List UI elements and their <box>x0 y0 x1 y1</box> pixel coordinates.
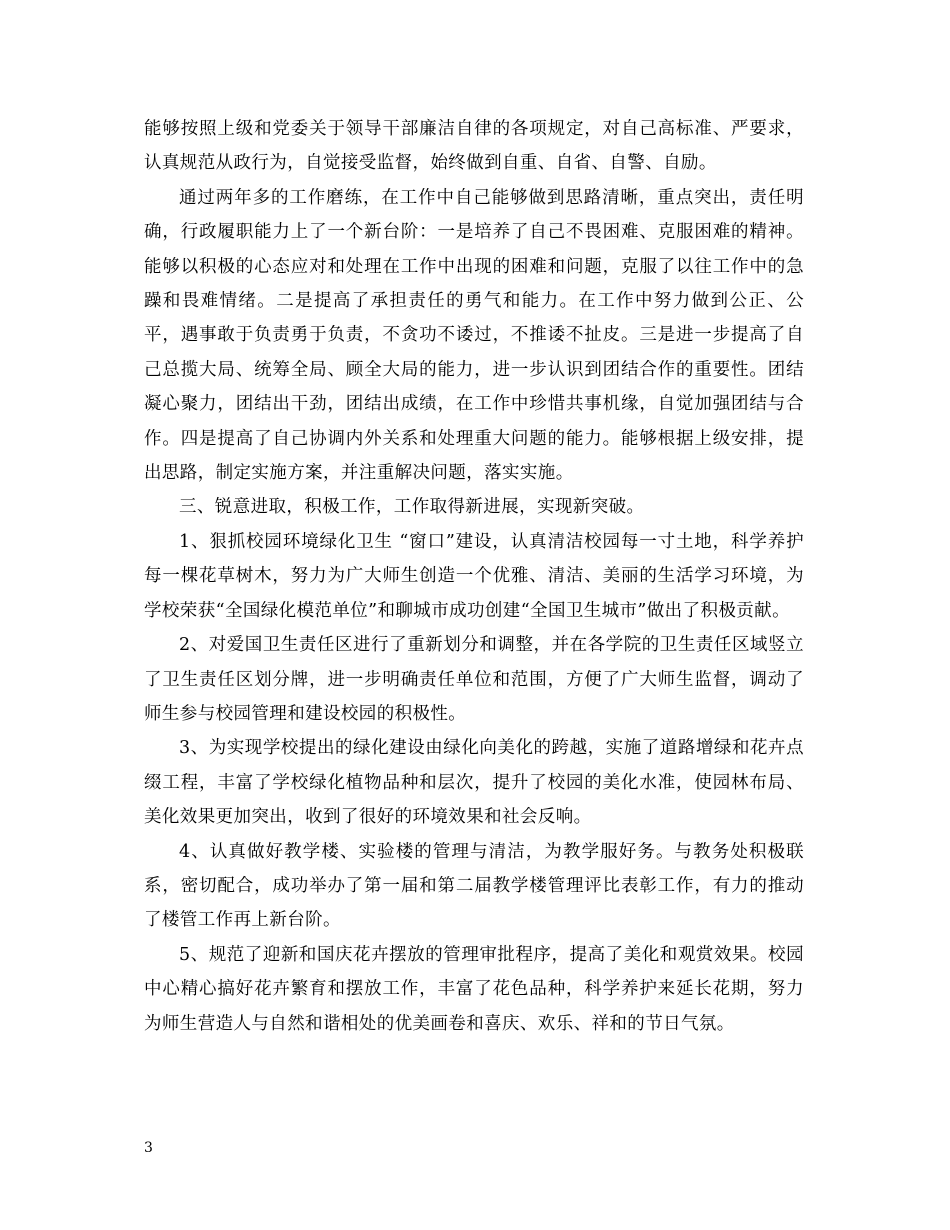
paragraph-item-2: 2、对爱国卫生责任区进行了重新划分和调整，并在各学院的卫生责任区域竖立了卫生责任区划分牌，进一步明确责任单位和范围，方便了广大师生监督，调动了师生参与校园管理和建设校园的积极性。 <box>144 635 804 724</box>
paragraph-item-1: 1、狠抓校园环境绿化卫生 “窗口”建设，认真清洁校园每一寸土地，科学养护每一棵花草树木，努力为广大师生创造一个优雅、清洁、美丽的生活学习环境，为学校荣获“全国绿化模范单位”和聊城市成功创建“全国卫生城市”做出了积极贡献。 <box>144 531 804 621</box>
page-number: 3 <box>144 1140 153 1156</box>
paragraph-item-3: 3、为实现学校提出的绿化建设由绿化向美化的跨越，实施了道路增绿和花卉点缀工程，丰富了学校绿化植物品种和层次，提升了校园的美化水准，使园林布局、美化效果更加突出，收到了很好的环境效果和社会反响。 <box>144 738 804 828</box>
paragraph-item-4: 4、认真做好教学楼、实验楼的管理与清洁，为教学服好务。与教务处积极联系，密切配合，成功举办了第一届和第二届教学楼管理评比表彰工作，有力的推动了楼管工作再上新台阶。 <box>144 841 804 931</box>
document-body <box>144 112 804 1041</box>
paragraph-2: 通过两年多的工作磨练，在工作中自己能够做到思路清晰，重点突出，责任明确，行政履职能力上了一个新台阶：一是培养了自己不畏困难、克服困难的精神。能够以积极的心态应对和处理在工作中出现的困难和问题，克服了以往工作中的急躁和畏难情绪。二是提高了承担责任的勇气和能力。在工作中努力做到公正、公平，遇事敢于负责勇于负责，不贪功不诿过，不推诿不扯皮。三是进一步提高了自己总揽大局、统筹全局、顾全大局的能力，进一步认识到团结合作的重要性。团结凝心聚力，团结出干劲，团结出成绩，在工作中珍惜共事机缘，自觉加强团结与合作。四是提高了自己协调内外关系和处理重大问题的能力。能够根据上级安排，提出思路，制定实施方案，并注重解决问题，落实实施。 <box>144 187 804 484</box>
paragraph-1: 能够按照上级和党委关于领导干部廉洁自律的各项规定，对自己高标准、严要求，认真规范从政行为，自觉接受监督，始终做到自重、自省、自警、自励。 <box>144 119 804 174</box>
section-heading-3: 三、锐意进取，积极工作，工作取得新进展，实现新突破。 <box>179 497 645 518</box>
paragraph-item-5: 5、规范了迎新和国庆花卉摆放的管理审批程序，提高了美化和观赏效果。校园中心精心搞好花卉繁育和摆放工作，丰富了花色品种，科学养护来延长花期，努力为师生营造人与自然和谐相处的优美画卷和喜庆、欢乐、祥和的节日气氛。 <box>144 944 804 1034</box>
